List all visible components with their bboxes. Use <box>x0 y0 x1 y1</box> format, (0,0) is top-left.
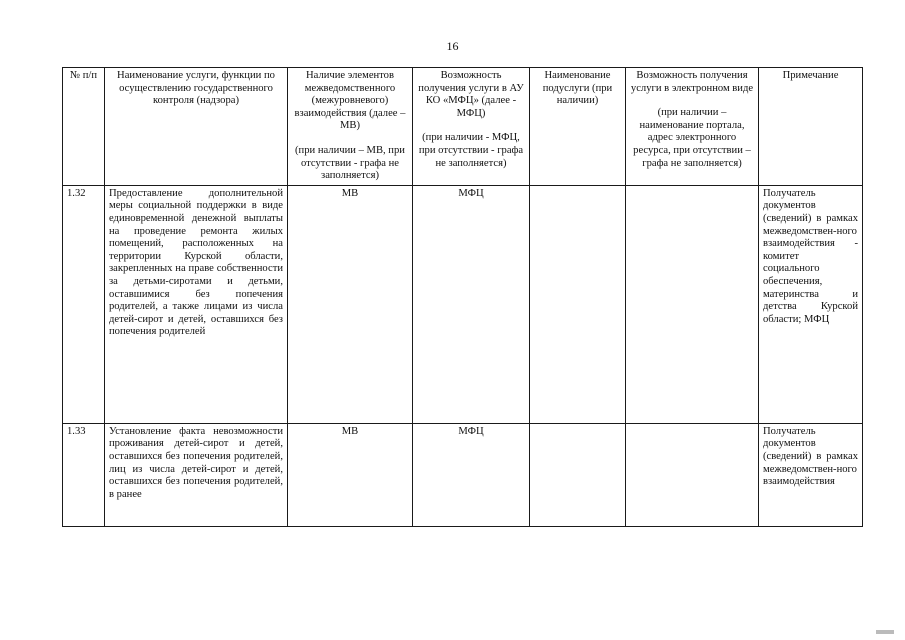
header-mfc-note: (при наличии - МФЦ, при отсутствии - графа не заполняется) <box>418 132 524 169</box>
header-note: Примечание <box>759 68 863 186</box>
row-mv: МВ <box>288 185 413 423</box>
table-header-row <box>63 68 863 186</box>
scan-artifact <box>876 630 894 634</box>
row-mv: МВ <box>288 423 413 526</box>
row-mfc: МФЦ <box>413 423 530 526</box>
header-electronic-note: (при наличии – наименование портала, адрес электронного ресурса, при отсутствии – графа не заполняется) <box>633 107 751 169</box>
header-electronic-main: Возможность получения услуги в электронном виде <box>630 70 754 94</box>
header-mfc-main: Возможность получения услуги в АУ КО «МФЦ» (далее - МФЦ) <box>418 70 524 119</box>
header-mv <box>288 68 413 186</box>
row-service-name: Установление факта невозможности проживания детей-сирот и детей, оставшихся без попечения родителей, лиц из числа детей-сирот и детей, оставшихся без попечения родителей, в ранее <box>105 423 288 526</box>
row-service-name: Предоставление дополнительной меры социальной поддержки в виде единовременной денежной выплаты на проведение ремонта жилых помещений, расположенных на территории Курской области, закрепленных на праве собственности за детьми-сиротами и детьми, оставшимися без попечения родителей, а также лицами из числа детей-сирот и детей, оставшихся без попечения родителей <box>105 185 288 423</box>
row-electronic <box>626 185 759 423</box>
header-mv-main: Наличие элементов межведомственного (межуровневого) взаимодействия (далее – МВ) <box>294 70 406 132</box>
row-num: 1.33 <box>63 423 105 526</box>
table-row <box>63 423 863 526</box>
row-note: Получатель документов (сведений) в рамках межведомствен-ного взаимодействия - комитет социального обеспечения, материнства и детства Курской области; МФЦ <box>759 185 863 423</box>
header-mfc <box>413 68 530 186</box>
page-number: 16 <box>446 39 459 53</box>
row-subservice <box>530 423 626 526</box>
row-electronic <box>626 423 759 526</box>
row-mfc: МФЦ <box>413 185 530 423</box>
row-note: Получатель документов (сведений) в рамках межведомствен-ного взаимодействия <box>759 423 863 526</box>
header-mv-note: (при наличии – МВ, при отсутствии - графа не заполняется) <box>295 144 405 182</box>
table-row <box>63 185 863 423</box>
row-subservice <box>530 185 626 423</box>
services-table <box>62 67 863 527</box>
header-electronic <box>626 68 759 186</box>
header-subservice: Наименование подуслуги (при наличии) <box>530 68 626 186</box>
header-num: № п/п <box>63 68 105 186</box>
header-service-name: Наименование услуги, функции по осуществлению государственного контроля (надзора) <box>105 68 288 186</box>
row-num: 1.32 <box>63 185 105 423</box>
